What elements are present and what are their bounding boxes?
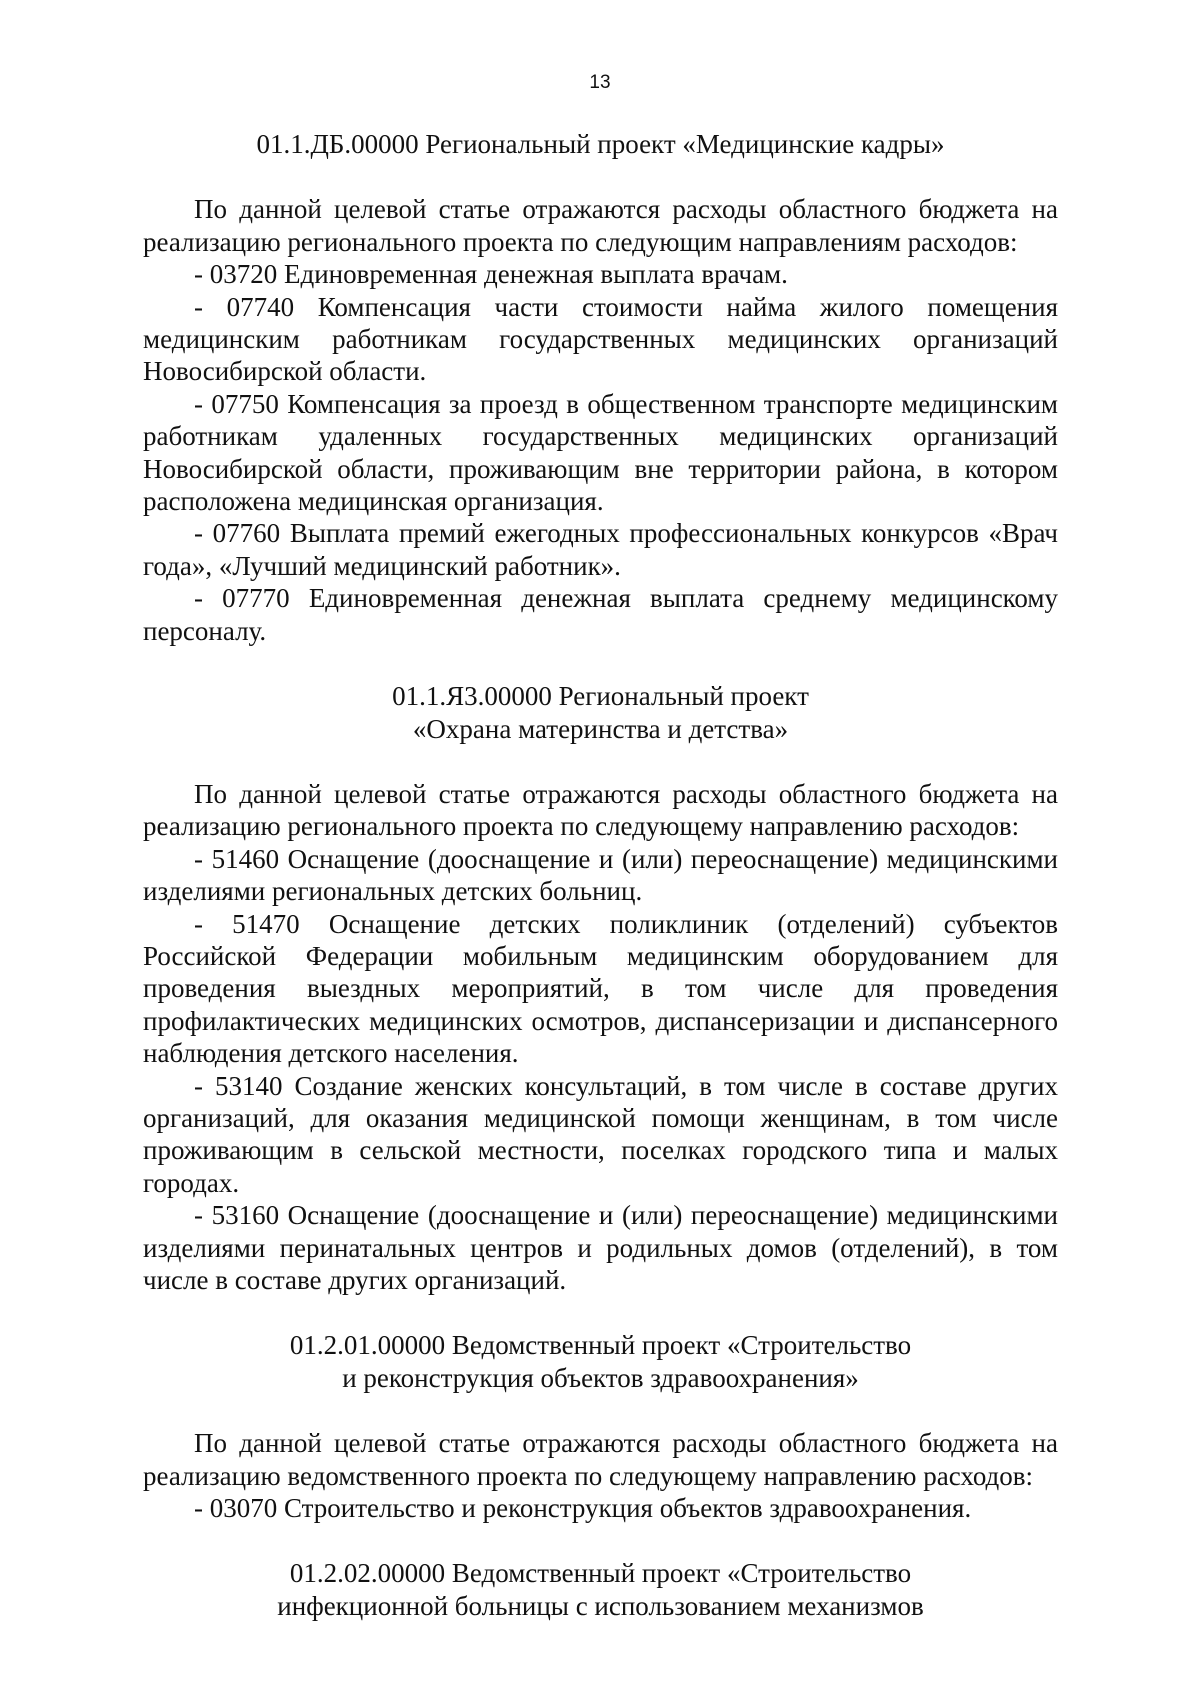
expense-item: - 03720 Единовременная денежная выплата врачам. <box>194 259 788 290</box>
expense-item: - 07770 Единовременная денежная выплата среднему медицинскому персоналу. <box>143 583 1058 646</box>
section-heading-line: 01.2.01.00000 Ведомственный проект «Строительство <box>289 1330 912 1361</box>
section-heading-line: 01.2.02.00000 Ведомственный проект «Строительство <box>289 1558 912 1589</box>
expense-item: - 07750 Компенсация за проезд в общественном транспорте медицинским работникам удаленных государственных медицинских организаций Новосибирской области, проживающим вне территории района, в котором расположена медицинская организация. <box>143 388 1058 517</box>
section-heading <box>143 1557 1058 1622</box>
section-heading <box>143 680 1058 745</box>
document-body <box>143 128 1058 1622</box>
expense-item: - 53140 Создание женских консультаций, в том числе в составе других организаций, для оказания медицинской помощи женщинам, в том числе проживающим в сельской местности, поселках городского типа и малых городах. <box>143 1070 1058 1198</box>
page-number: 13 <box>589 72 611 93</box>
expense-item: - 03070 Строительство и реконструкция объектов здравоохранения. <box>194 1493 972 1524</box>
section-intro: По данной целевой статье отражаются расходы областного бюджета на реализацию ведомственного проекта по следующему направлению расходов: <box>143 1428 1058 1491</box>
section-heading-line: инфекционной больницы с использованием механизмов <box>277 1590 924 1621</box>
section-heading <box>143 128 1058 160</box>
section-heading-line: «Охрана материнства и детства» <box>412 713 789 744</box>
section-heading-line: 01.1.ДБ.00000 Региональный проект «Медицинские кадры» <box>256 129 945 159</box>
expense-item: - 07760 Выплата премий ежегодных профессиональных конкурсов «Врач года», «Лучший медицинский работник». <box>143 518 1058 581</box>
expense-item: - 51460 Оснащение (дооснащение и (или) переоснащение) медицинскими изделиями региональных детских больниц. <box>143 843 1058 907</box>
section-intro: По данной целевой статье отражаются расходы областного бюджета на реализацию регионального проекта по следующему направлению расходов: <box>143 778 1058 842</box>
section-intro: По данной целевой статье отражаются расходы областного бюджета на реализацию регионального проекта по следующим направлениям расходов: <box>143 194 1058 257</box>
section-heading-line: и реконструкция объектов здравоохранения» <box>342 1362 859 1393</box>
expense-item: - 51470 Оснащение детских поликлиник (отделений) субъектов Российской Федерации мобильным медицинским оборудованием для проведения выездных мероприятий, в том числе для проведения профилактических медицинских осмотров, диспансеризации и диспансерного наблюдения детского населения. <box>143 908 1058 1069</box>
section-heading <box>143 1329 1058 1394</box>
expense-item: - 53160 Оснащение (дооснащение и (или) переоснащение) медицинскими изделиями перинатальных центров и родильных домов (отделений), в том числе в составе других организаций. <box>143 1200 1058 1295</box>
section-heading-line: 01.1.Я3.00000 Региональный проект <box>392 681 809 712</box>
expense-item: - 07740 Компенсация части стоимости найма жилого помещения медицинским работникам государственных медицинских организаций Новосибирской области. <box>143 291 1058 387</box>
